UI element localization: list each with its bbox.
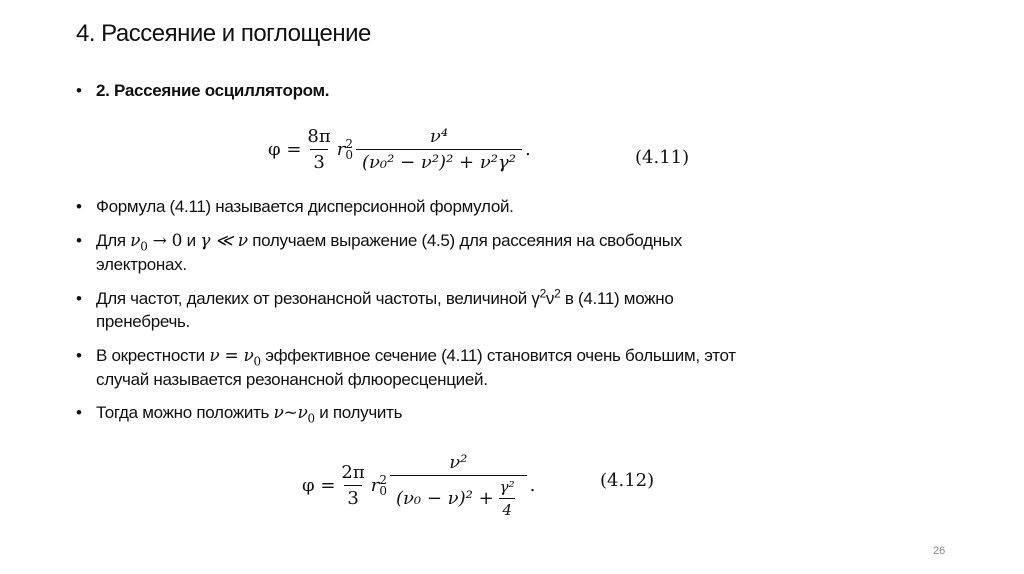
eq-lhs: φ = [268, 139, 302, 160]
eq-lhs: φ = [302, 475, 336, 496]
bullet-item: • Тогда можно положить $\nu\sim\nu_0$ и получить [76, 403, 403, 426]
bullet-item: • В окрестности $\nu = \nu_0$ эффективное сечение (4.11) становится очень большим, этот случай называется резонансной флюоресценцией. [76, 346, 736, 389]
bullet-item: • Для $\nu_0 \to 0$ и γ ≪ ν получаем выражение (4.5) для рассеяния на свободных электронах. [76, 231, 682, 274]
bullet-icon: • [76, 81, 82, 100]
coef-num: 2π [341, 462, 365, 483]
eq-end: . [524, 139, 531, 160]
eq-end: . [529, 475, 536, 496]
r0-squared: r 2 0 [370, 472, 387, 498]
bullet-item: • Для частот, далеких от резонансной частоты, величиной $\gamma^2\nu^2$ в (4.11) можно пренебречь. [76, 286, 674, 331]
coef-fraction [338, 462, 367, 509]
r0-squared: r 2 0 [336, 136, 353, 162]
coef-den: 3 [310, 149, 327, 173]
equation-label-4-11: (4.11) [635, 147, 690, 168]
equation-4-12 [302, 452, 535, 519]
main-fraction [356, 126, 522, 173]
bullet-icon: • [76, 403, 82, 422]
slide-title: 4. Рассеяние и поглощение [76, 20, 371, 47]
main-den: (ν₀² − ν²)² + ν²γ² [356, 149, 522, 173]
bullet-icon: • [76, 289, 82, 308]
coef-fraction [304, 126, 333, 173]
bullet-item: • Формула (4.11) называется дисперсионной формулой. [76, 197, 514, 216]
coef-den: 3 [344, 485, 361, 509]
main-den: (ν₀ − ν)² + $\frac{\text{γ²}}{4}$ [390, 475, 527, 519]
coef-num: 8π [307, 126, 331, 147]
main-fraction [390, 452, 527, 519]
page-number: 26 [933, 545, 946, 557]
bullet-icon: • [76, 231, 82, 250]
bullet-icon: • [76, 346, 82, 365]
main-num: ν⁴ [429, 126, 449, 147]
bullet-subheading: • 2. Рассеяние осциллятором. [76, 81, 330, 100]
main-num: ν² [449, 452, 468, 473]
equation-label-4-12: (4.12) [600, 470, 655, 491]
equation-4-11 [268, 126, 531, 173]
bullet-icon: • [76, 197, 82, 216]
